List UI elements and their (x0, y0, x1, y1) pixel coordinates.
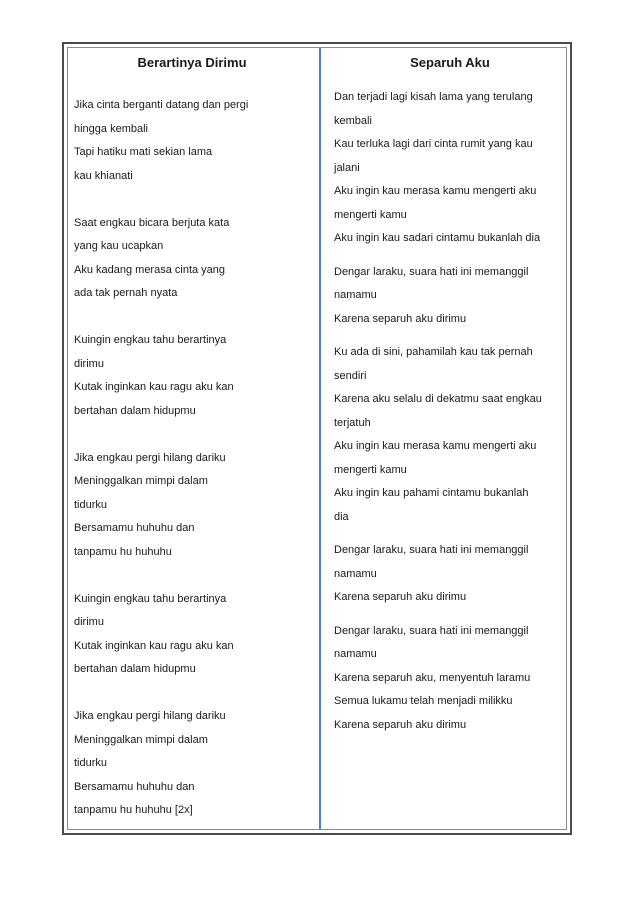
stanza (334, 341, 566, 529)
lyric-line: dirimu (74, 357, 104, 370)
right-song-title: Separuh Aku (410, 55, 490, 70)
stanza (74, 705, 310, 823)
stanza (74, 212, 310, 306)
lyric-line: namamu (334, 567, 377, 580)
lyric-line: dia (334, 510, 349, 523)
lyric-line: Aku kadang merasa cinta yang (74, 263, 226, 276)
stanza (334, 620, 566, 738)
lyric-line: tidurku (74, 498, 108, 511)
lyric-line: hingga kembali (74, 122, 148, 135)
right-lyrics (334, 86, 566, 737)
lyric-line: Karena aku selalu di dekatmu saat engkau (334, 393, 542, 405)
lyric-line: Jika engkau pergi hilang dariku (74, 451, 226, 464)
lyric-line: dirimu (74, 616, 104, 628)
lyric-line: Dan terjadi lagi kisah lama yang terulang (334, 91, 533, 103)
lyric-line: namamu (334, 289, 377, 301)
table-inner-border (67, 47, 567, 830)
column-divider (319, 48, 321, 829)
lyric-line: namamu (334, 648, 377, 660)
left-lyrics (74, 94, 310, 823)
stanza (74, 588, 310, 682)
lyric-line: Kuingin engkau tahu berartinya (74, 592, 227, 605)
lyrics-table (62, 42, 572, 835)
stanza-gap (334, 529, 566, 539)
left-song-title: Berartinya Dirimu (137, 55, 247, 70)
lyric-line: bertahan dalam hidupmu (74, 663, 196, 675)
lyric-line: Tapi hatiku mati sekian lama (74, 146, 213, 158)
lyric-line: bertahan dalam hidupmu (74, 404, 196, 417)
lyric-line: yang kau ucapkan (74, 240, 164, 252)
lyric-line: Aku ingin kau sadari cintamu bukanlah dia (334, 232, 541, 244)
lyric-line: jalani (334, 161, 360, 174)
lyric-line: tanpamu hu huhuhu (74, 545, 172, 558)
lyric-line: ada tak pernah nyata (74, 287, 178, 299)
lyric-line: Karena separuh aku dirimu (334, 591, 467, 603)
lyric-line: terjatuh (334, 416, 371, 429)
lyric-line: Karena separuh aku dirimu (334, 718, 467, 731)
lyric-line: Bersamamu huhuhu dan (74, 780, 195, 793)
lyric-line: kau khianati (74, 169, 133, 182)
stanza-gap (74, 682, 310, 706)
stanza (334, 539, 566, 610)
stanza (334, 261, 566, 332)
lyric-line: Dengar laraku, suara hati ini memanggil (334, 265, 529, 278)
lyric-line: Meninggalkan mimpi dalam (74, 733, 208, 746)
stanza-gap (74, 564, 310, 588)
stanza-gap (74, 306, 310, 330)
lyric-line: Jika engkau pergi hilang dariku (74, 710, 226, 722)
lyric-line: Ku ada di sini, pahamilah kau tak pernah (334, 346, 533, 358)
lyric-line: Meninggalkan mimpi dalam (74, 475, 208, 487)
lyric-line: mengerti kamu (334, 208, 407, 221)
stanza-gap (334, 610, 566, 620)
lyric-line: Dengar laraku, suara hati ini memanggil (334, 544, 529, 556)
stanza (74, 329, 310, 423)
lyric-line: tidurku (74, 757, 108, 769)
stanza-gap (334, 331, 566, 341)
lyric-line: Aku ingin kau merasa kamu mengerti aku (334, 185, 537, 197)
lyric-line: kembali (334, 114, 372, 127)
lyric-line: Dengar laraku, suara hati ini memanggil (334, 624, 529, 637)
lyric-line: Kutak inginkan kau ragu aku kan (74, 381, 234, 393)
right-column (334, 48, 566, 829)
stanza-gap (74, 423, 310, 447)
lyric-line: Jika cinta berganti datang dan pergi (74, 99, 249, 111)
lyric-line: Kau terluka lagi dari cinta rumit yang kau (334, 138, 533, 150)
left-column (74, 48, 310, 829)
lyric-line: Semua lukamu telah menjadi milikku (334, 695, 513, 707)
lyric-line: tanpamu hu huhuhu [2x] (74, 804, 193, 816)
stanza-gap (334, 251, 566, 261)
stanza (74, 94, 310, 188)
lyric-line: Aku ingin kau pahami cintamu bukanlah (334, 487, 529, 499)
lyric-line: Karena separuh aku, menyentuh laramu (334, 671, 531, 684)
lyric-line: Aku ingin kau merasa kamu mengerti aku (334, 440, 537, 452)
lyric-line: Bersamamu huhuhu dan (74, 522, 195, 534)
lyric-line: mengerti kamu (334, 463, 407, 476)
lyric-line: Kutak inginkan kau ragu aku kan (74, 639, 234, 652)
lyric-line: Kuingin engkau tahu berartinya (74, 334, 227, 346)
stanza (334, 86, 566, 251)
lyric-line: sendiri (334, 369, 367, 382)
lyric-line: Saat engkau bicara berjuta kata (74, 216, 230, 229)
lyric-line: Karena separuh aku dirimu (334, 312, 467, 325)
stanza-gap (74, 188, 310, 212)
stanza (74, 447, 310, 565)
